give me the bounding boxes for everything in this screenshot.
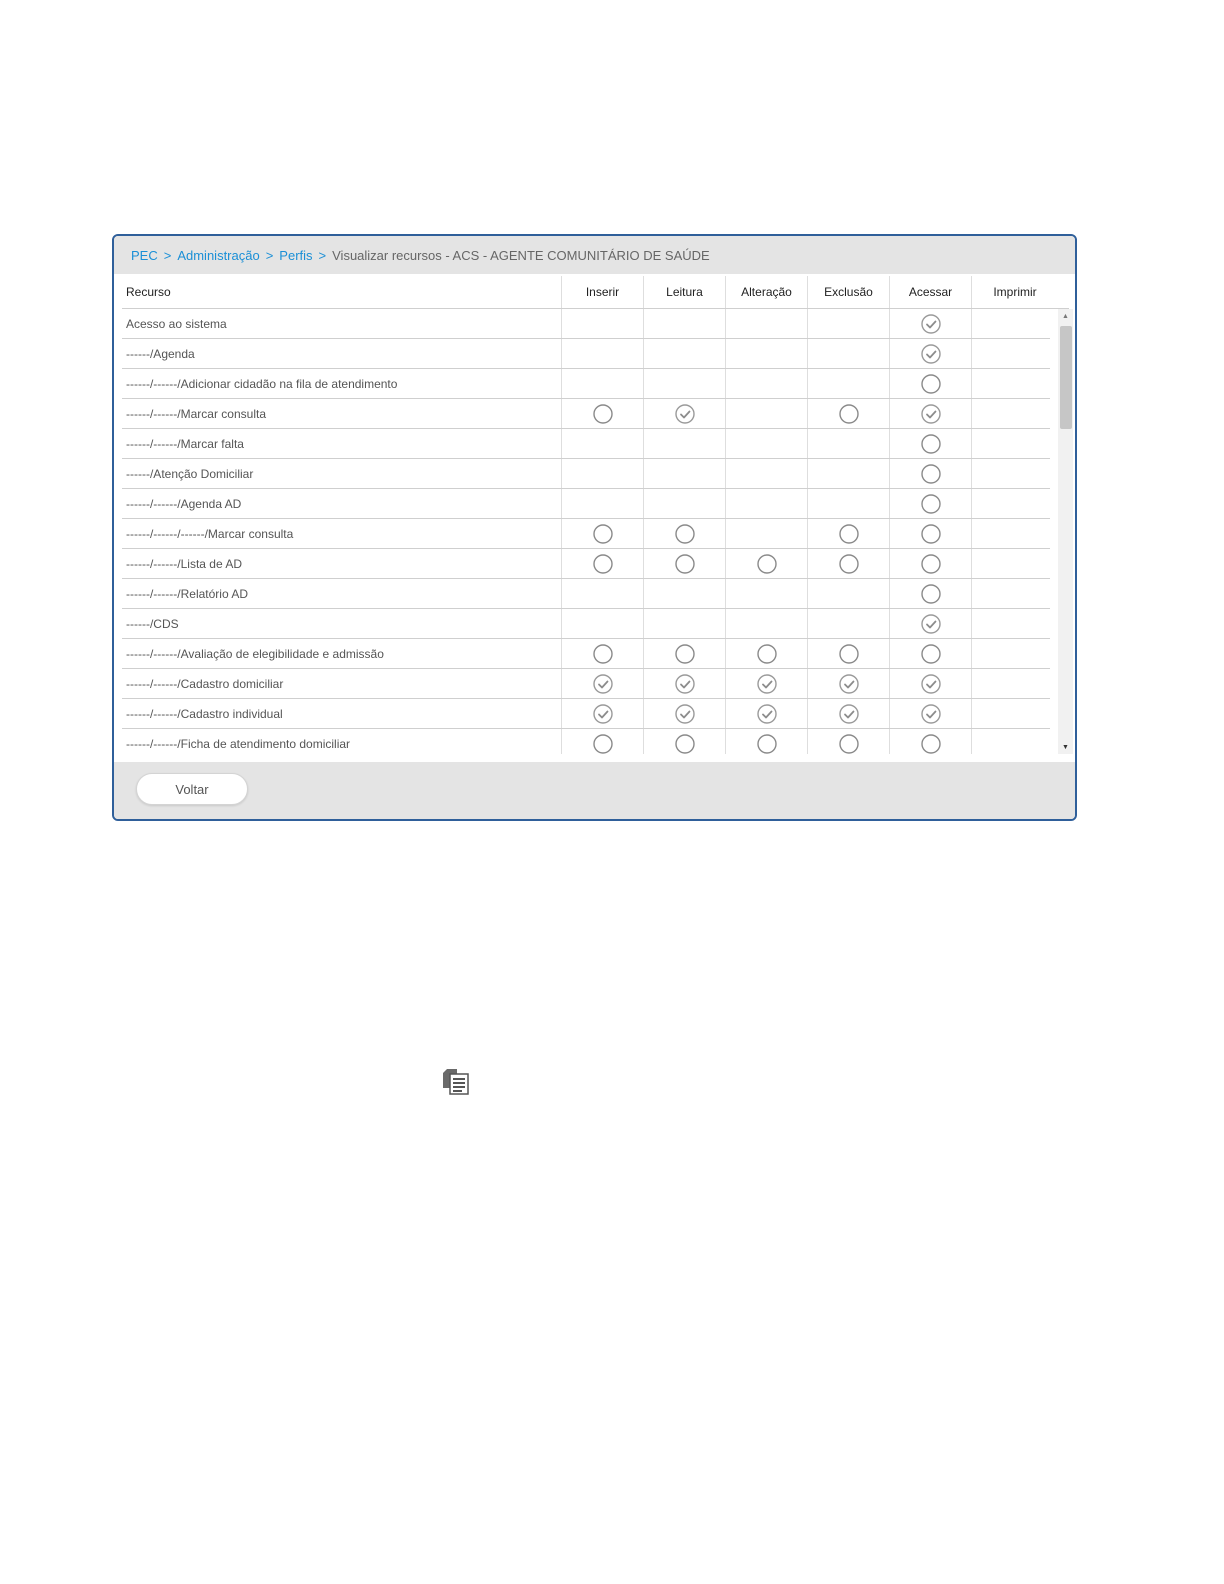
column-header-imprimir: Imprimir [971,276,1058,308]
footer-bar [114,762,1075,821]
column-header-alteracao: Alteração [725,276,807,308]
permission-cell-alteracao [725,669,807,698]
permission-cell-acessar [889,339,971,368]
permission-cell-imprimir [971,429,1050,458]
resource-name: Acesso ao sistema [126,316,227,331]
table-row [122,549,1050,579]
empty-circle-icon[interactable] [675,554,695,574]
permission-cell-exclusao [807,399,889,428]
permission-cell-leitura [643,309,725,338]
empty-circle-icon[interactable] [921,644,941,664]
permission-cell-leitura [643,609,725,638]
permission-cell-alteracao [725,549,807,578]
permission-cell-acessar [889,429,971,458]
check-circle-icon[interactable] [593,674,613,694]
empty-circle-icon[interactable] [839,524,859,544]
empty-circle-icon[interactable] [839,554,859,574]
breadcrumb-link-pec[interactable]: PEC [131,247,158,263]
resource-name: ------/------/------/Marcar consulta [126,526,294,541]
permission-cell-imprimir [971,699,1050,728]
scroll-up-arrow-icon[interactable]: ▲ [1062,312,1069,320]
permission-cell-leitura [643,639,725,668]
table-row [122,489,1050,519]
permission-cell-exclusao [807,609,889,638]
empty-circle-icon[interactable] [593,554,613,574]
permission-cell-imprimir [971,519,1050,548]
table-header [122,276,1069,309]
permission-cell-alteracao [725,579,807,608]
resource-name: ------/Agenda [126,346,195,361]
resource-name: ------/------/Agenda AD [126,496,242,511]
permission-cell-acessar [889,369,971,398]
resource-name: ------/------/Adicionar cidadão na fila de atendimento [126,376,398,391]
permission-cell-inserir [561,609,643,638]
resource-name: ------/Atenção Domiciliar [126,466,254,481]
permission-cell-acessar [889,699,971,728]
table-row [122,399,1050,429]
resource-name: ------/------/Avaliação de elegibilidade e admissão [126,646,384,661]
resource-name: ------/CDS [126,616,179,631]
copy-document-icon [440,1067,470,1095]
empty-circle-icon[interactable] [839,404,859,424]
permission-cell-leitura [643,339,725,368]
empty-circle-icon[interactable] [675,524,695,544]
empty-circle-icon[interactable] [757,734,777,754]
breadcrumb-link-administracao[interactable]: Administração [177,247,260,263]
permission-cell-inserir [561,669,643,698]
breadcrumb-link-perfis[interactable]: Perfis [279,247,313,263]
permission-cell-imprimir [971,369,1050,398]
permission-cell-alteracao [725,729,807,754]
check-circle-icon[interactable] [675,674,695,694]
scroll-down-arrow-icon[interactable]: ▼ [1062,743,1069,751]
table-row [122,669,1050,699]
permission-cell-leitura [643,429,725,458]
permission-cell-leitura [643,729,725,754]
permission-cell-alteracao [725,369,807,398]
permission-cell-inserir [561,519,643,548]
breadcrumb-separator: > [265,247,274,263]
permission-cell-acessar [889,669,971,698]
permission-cell-leitura [643,399,725,428]
check-circle-icon[interactable] [921,674,941,694]
table-body [122,309,1050,754]
table-row [122,639,1050,669]
breadcrumb-separator: > [163,247,172,263]
permission-cell-leitura [643,699,725,728]
resource-name: ------/------/Lista de AD [126,556,242,571]
resource-name: ------/------/Relatório AD [126,586,248,601]
permission-cell-inserir [561,639,643,668]
empty-circle-icon[interactable] [593,404,613,424]
permission-cell-leitura [643,579,725,608]
permission-cell-inserir [561,369,643,398]
empty-circle-icon[interactable] [757,554,777,574]
permission-cell-inserir [561,309,643,338]
empty-circle-icon[interactable] [675,644,695,664]
table-row [122,459,1050,489]
check-circle-icon[interactable] [593,704,613,724]
table-row [122,579,1050,609]
permission-cell-imprimir [971,309,1050,338]
permission-cell-exclusao [807,639,889,668]
empty-circle-icon[interactable] [921,464,941,484]
breadcrumb-separator: > [318,247,327,263]
resource-name: ------/------/Cadastro individual [126,706,283,721]
empty-circle-icon[interactable] [921,554,941,574]
permission-cell-imprimir [971,579,1050,608]
permission-cell-inserir [561,579,643,608]
column-header-recurso: Recurso [126,285,171,299]
table-row [122,339,1050,369]
permission-cell-imprimir [971,669,1050,698]
check-circle-icon[interactable] [839,674,859,694]
empty-circle-icon[interactable] [839,734,859,754]
column-header-leitura: Leitura [643,276,725,308]
check-circle-icon[interactable] [921,314,941,334]
permission-cell-alteracao [725,699,807,728]
table-row [122,309,1050,339]
empty-circle-icon[interactable] [757,644,777,664]
permission-cell-exclusao [807,519,889,548]
check-circle-icon[interactable] [921,404,941,424]
check-circle-icon[interactable] [839,704,859,724]
permission-cell-exclusao [807,339,889,368]
permission-cell-alteracao [725,519,807,548]
permission-cell-alteracao [725,309,807,338]
check-circle-icon[interactable] [757,704,777,724]
empty-circle-icon[interactable] [921,524,941,544]
empty-circle-icon[interactable] [675,734,695,754]
permission-cell-alteracao [725,459,807,488]
permission-cell-imprimir [971,339,1050,368]
permission-cell-acessar [889,579,971,608]
permission-cell-leitura [643,519,725,548]
resource-name: ------/------/Marcar falta [126,436,244,451]
empty-circle-icon[interactable] [839,644,859,664]
permission-cell-exclusao [807,579,889,608]
check-circle-icon[interactable] [675,404,695,424]
permission-cell-exclusao [807,489,889,518]
scrollbar-thumb[interactable] [1060,326,1072,429]
empty-circle-icon[interactable] [593,524,613,544]
view-resources-window [112,234,1077,821]
permission-cell-inserir [561,489,643,518]
table-row [122,609,1050,639]
permission-cell-exclusao [807,729,889,754]
permission-cell-imprimir [971,459,1050,488]
permission-cell-imprimir [971,399,1050,428]
permission-cell-exclusao [807,369,889,398]
empty-circle-icon[interactable] [921,734,941,754]
empty-circle-icon[interactable] [921,434,941,454]
permission-cell-inserir [561,399,643,428]
permission-cell-alteracao [725,489,807,518]
table-row [122,729,1050,754]
permission-cell-alteracao [725,399,807,428]
permission-cell-leitura [643,459,725,488]
check-circle-icon[interactable] [921,704,941,724]
check-circle-icon[interactable] [675,704,695,724]
permission-cell-exclusao [807,429,889,458]
permission-cell-leitura [643,669,725,698]
check-circle-icon[interactable] [921,614,941,634]
permission-cell-imprimir [971,729,1050,754]
permission-cell-exclusao [807,669,889,698]
permission-cell-acessar [889,549,971,578]
permission-cell-inserir [561,339,643,368]
permission-cell-leitura [643,369,725,398]
permission-cell-alteracao [725,429,807,458]
column-header-inserir: Inserir [561,276,643,308]
permission-cell-acessar [889,519,971,548]
resource-name: ------/------/Cadastro domiciliar [126,676,284,691]
permission-cell-alteracao [725,639,807,668]
permission-cell-inserir [561,699,643,728]
table-row [122,519,1050,549]
check-circle-icon[interactable] [921,344,941,364]
permission-cell-acessar [889,639,971,668]
permission-cell-acessar [889,309,971,338]
permission-cell-exclusao [807,549,889,578]
permission-cell-acessar [889,729,971,754]
vertical-scrollbar[interactable] [1058,309,1073,754]
empty-circle-icon[interactable] [921,584,941,604]
permission-cell-acessar [889,609,971,638]
check-circle-icon[interactable] [757,674,777,694]
permission-cell-imprimir [971,489,1050,518]
permission-cell-imprimir [971,639,1050,668]
permission-cell-alteracao [725,609,807,638]
permission-cell-exclusao [807,309,889,338]
empty-circle-icon[interactable] [593,734,613,754]
permission-cell-acessar [889,489,971,518]
table-row [122,429,1050,459]
permission-cell-acessar [889,459,971,488]
permission-cell-inserir [561,459,643,488]
permission-cell-inserir [561,549,643,578]
breadcrumb-current-page: Visualizar recursos - ACS - AGENTE COMUNITÁRIO DE SAÚDE [332,247,710,263]
empty-circle-icon[interactable] [921,374,941,394]
resources-table [122,276,1069,754]
column-header-acessar: Acessar [889,276,971,308]
resource-name: ------/------/Ficha de atendimento domiciliar [126,736,351,751]
permission-cell-exclusao [807,459,889,488]
permission-cell-imprimir [971,609,1050,638]
column-header-exclusao: Exclusão [807,276,889,308]
table-row [122,369,1050,399]
permission-cell-exclusao [807,699,889,728]
back-button[interactable]: Voltar [136,773,248,805]
permission-cell-inserir [561,729,643,754]
permission-cell-inserir [561,429,643,458]
empty-circle-icon[interactable] [593,644,613,664]
permission-cell-leitura [643,549,725,578]
empty-circle-icon[interactable] [921,494,941,514]
permission-cell-imprimir [971,549,1050,578]
breadcrumb [114,236,1075,274]
resource-name: ------/------/Marcar consulta [126,406,266,421]
permission-cell-leitura [643,489,725,518]
table-row [122,699,1050,729]
permission-cell-alteracao [725,339,807,368]
permission-cell-acessar [889,399,971,428]
